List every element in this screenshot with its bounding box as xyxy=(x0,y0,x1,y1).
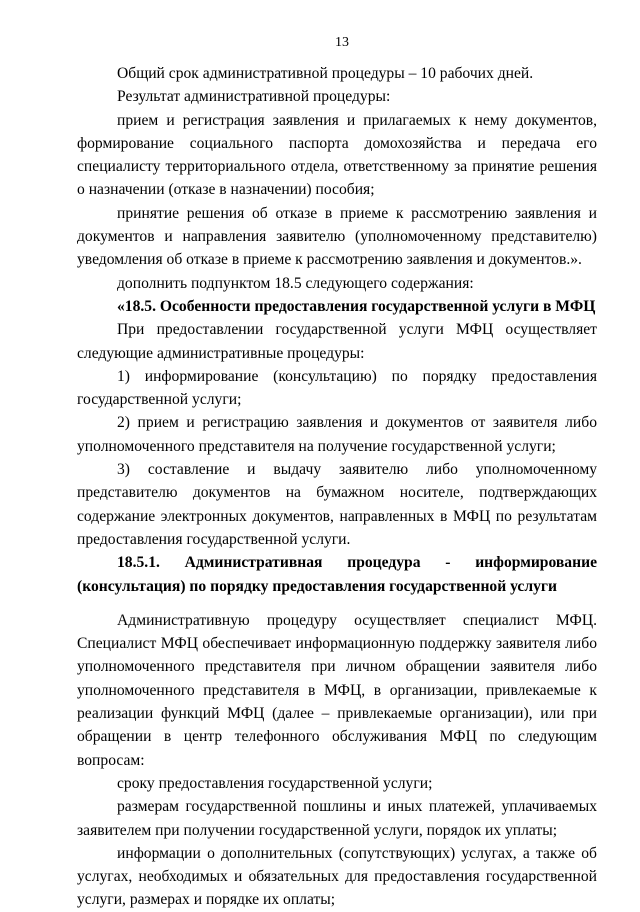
paragraph-amendment-intro: дополнить подпунктом 18.5 следующего содержания: xyxy=(117,274,474,292)
paragraph-result-heading: Результат административной процедуры: xyxy=(117,88,391,106)
section-heading-18-5-1: 18.5.1. Административная процедура - информирование (консультация) по порядку предоставления государственной услуги xyxy=(77,554,597,595)
paragraph-state-fee: размерам государственной пошлины и иных платежей, уплачиваемых заявителем при получении государственной услуги, порядок их уплаты; xyxy=(77,798,597,839)
paragraph-additional-services: информации о дополнительных (сопутствующих) услугах, а также об услугах, необходимых и обязательных для предоставления государственной услуги, размерах и порядке их оплаты; xyxy=(77,844,597,909)
page-number: 13 xyxy=(335,35,349,50)
list-item-3: 3) составление и выдачу заявителю либо уполномоченному представителю документов на бумажном носителе, подтверждающих содержание электронных документов, направленных в МФЦ по результатам предоставления государственной услуги. xyxy=(77,461,597,548)
list-item-2: 2) прием и регистрацию заявления и документов от заявителя либо уполномоченного представителя на получение государственной услуги; xyxy=(77,414,597,455)
paragraph-result-refusal: принятие решения об отказе в приеме к рассмотрению заявления и документов и направления заявителю (уполномоченному представителю) уведомления об отказе в приеме к рассмотрению заявления и документов.». xyxy=(77,204,597,269)
section-heading-18-5: «18.5. Особенности предоставления государственной услуги в МФЦ xyxy=(117,297,596,315)
paragraph-result-reception: прием и регистрация заявления и прилагаемых к нему документов, формирование социального паспорта домохозяйства и передача его специалисту территориального отдела, ответственному за принятие решения о назначении (отказе в назначении) пособия; xyxy=(77,111,597,199)
list-item-1: 1) информирование (консультацию) по порядку предоставления государственной услуги; xyxy=(77,367,597,409)
document-body xyxy=(77,62,597,912)
paragraph-service-term: сроку предоставления государственной услуги; xyxy=(117,774,433,792)
paragraph-total-duration: Общий срок административной процедуры – 10 рабочих дней. xyxy=(117,65,534,82)
paragraph-mfc-procedures: При предоставлении государственной услуги МФЦ осуществляет следующие административные процедуры: xyxy=(77,321,597,362)
paragraph-mfc-specialist: Административную процедуру осуществляет специалист МФЦ. Специалист МФЦ обеспечивает информационную поддержку заявителя либо уполномоченного представителя при личном обращении заявителя либо уполномоченного представителя в МФЦ, в организации, привлекаемые к реализации функций МФЦ (далее – привлекаемые организации), или при обращении в центр телефонного обслуживания МФЦ по следующим вопросам: xyxy=(77,611,597,769)
